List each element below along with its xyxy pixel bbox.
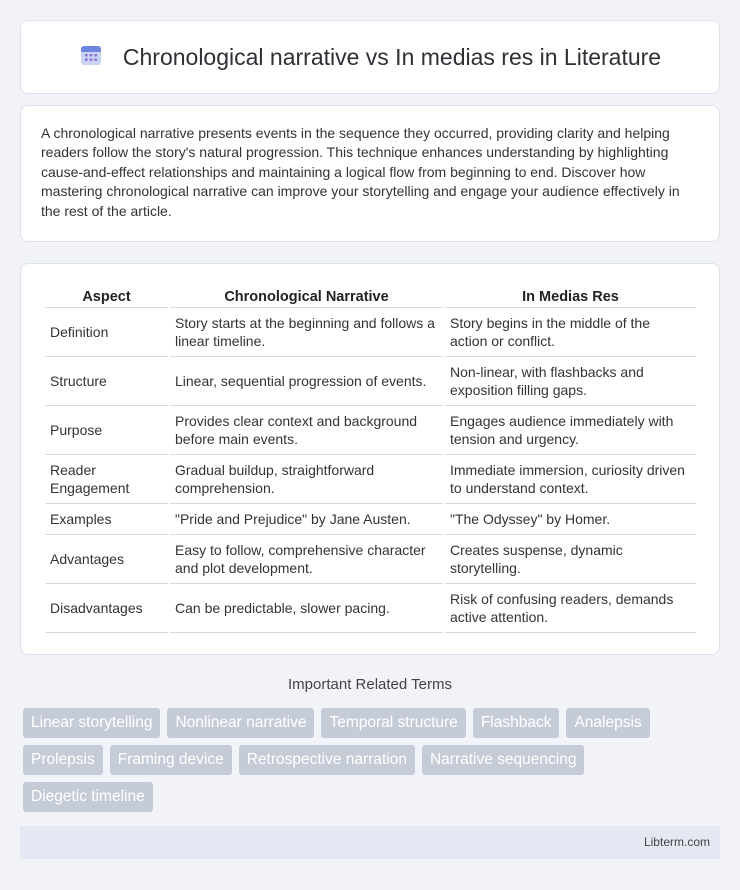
- table-row: [45, 504, 696, 535]
- table-cell: Linear, sequential progression of events.: [170, 357, 443, 406]
- footer: [20, 826, 720, 859]
- tag-flashback[interactable]: Flashback: [473, 708, 560, 738]
- table-cell: Examples: [45, 504, 168, 535]
- footer-site-link[interactable]: Libterm.com: [643, 835, 710, 849]
- tag-temporal-structure[interactable]: Temporal structure: [321, 708, 465, 738]
- column-header-aspect: Aspect: [45, 286, 168, 308]
- table-row: [45, 406, 696, 455]
- comparison-card: [20, 263, 720, 655]
- table-cell: Easy to follow, comprehensive character and plot development.: [170, 535, 443, 584]
- page-title: Chronological narrative vs In medias res in Literature: [122, 43, 662, 70]
- table-cell: Purpose: [45, 406, 168, 455]
- table-cell: Immediate immersion, curiosity driven to understand context.: [445, 455, 696, 504]
- related-terms-heading: Important Related Terms: [288, 676, 452, 693]
- tag-framing-device[interactable]: Framing device: [110, 745, 232, 775]
- table-cell: Story begins in the middle of the action or conflict.: [445, 308, 696, 357]
- table-cell: Risk of confusing readers, demands active attention.: [445, 584, 696, 633]
- table-cell: Provides clear context and background before main events.: [170, 406, 443, 455]
- table-cell: Creates suspense, dynamic storytelling.: [445, 535, 696, 584]
- table-cell: Structure: [45, 357, 168, 406]
- header-card: [20, 20, 720, 94]
- table-header-row: [45, 286, 696, 308]
- table-cell: "The Odyssey" by Homer.: [445, 504, 696, 535]
- column-header-in-medias-res: In Medias Res: [445, 286, 696, 308]
- tag-linear-storytelling[interactable]: Linear storytelling: [23, 708, 160, 738]
- tag-diegetic-timeline[interactable]: Diegetic timeline: [23, 782, 153, 812]
- table-cell: Definition: [45, 308, 168, 357]
- calendar-icon: [79, 43, 103, 72]
- table-row: [45, 584, 696, 633]
- tag-nonlinear-narrative[interactable]: Nonlinear narrative: [167, 708, 314, 738]
- intro-card: [20, 105, 720, 242]
- table-cell: Story starts at the beginning and follows a linear timeline.: [170, 308, 443, 357]
- table-cell: Gradual buildup, straightforward comprehension.: [170, 455, 443, 504]
- tag-narrative-sequencing[interactable]: Narrative sequencing: [422, 745, 584, 775]
- table-cell: Reader Engagement: [45, 455, 168, 504]
- table-row: [45, 308, 696, 357]
- table-row: [45, 535, 696, 584]
- related-terms-list: [23, 708, 713, 812]
- table-cell: Disadvantages: [45, 584, 168, 633]
- table-row: [45, 357, 696, 406]
- table-cell: Non-linear, with flashbacks and exposition filling gaps.: [445, 357, 696, 406]
- tag-retrospective-narration[interactable]: Retrospective narration: [239, 745, 415, 775]
- table-cell: Engages audience immediately with tension and urgency.: [445, 406, 696, 455]
- comparison-table: [43, 286, 698, 633]
- tag-analepsis[interactable]: Analepsis: [566, 708, 649, 738]
- intro-paragraph: A chronological narrative presents events in the sequence they occurred, providing clarity and helping readers follow the story's natural progression. This technique enhances understanding by highlighting cause-and-effect relationships and maintaining a logical flow from beginning to end. Discover how mastering chronological narrative can improve your storytelling and engage your audience effectively in the rest of the article.: [41, 125, 680, 219]
- table-cell: Advantages: [45, 535, 168, 584]
- table-row: [45, 455, 696, 504]
- tag-prolepsis[interactable]: Prolepsis: [23, 745, 103, 775]
- table-cell: Can be predictable, slower pacing.: [170, 584, 443, 633]
- table-cell: "Pride and Prejudice" by Jane Austen.: [170, 504, 443, 535]
- column-header-chronological: Chronological Narrative: [170, 286, 443, 308]
